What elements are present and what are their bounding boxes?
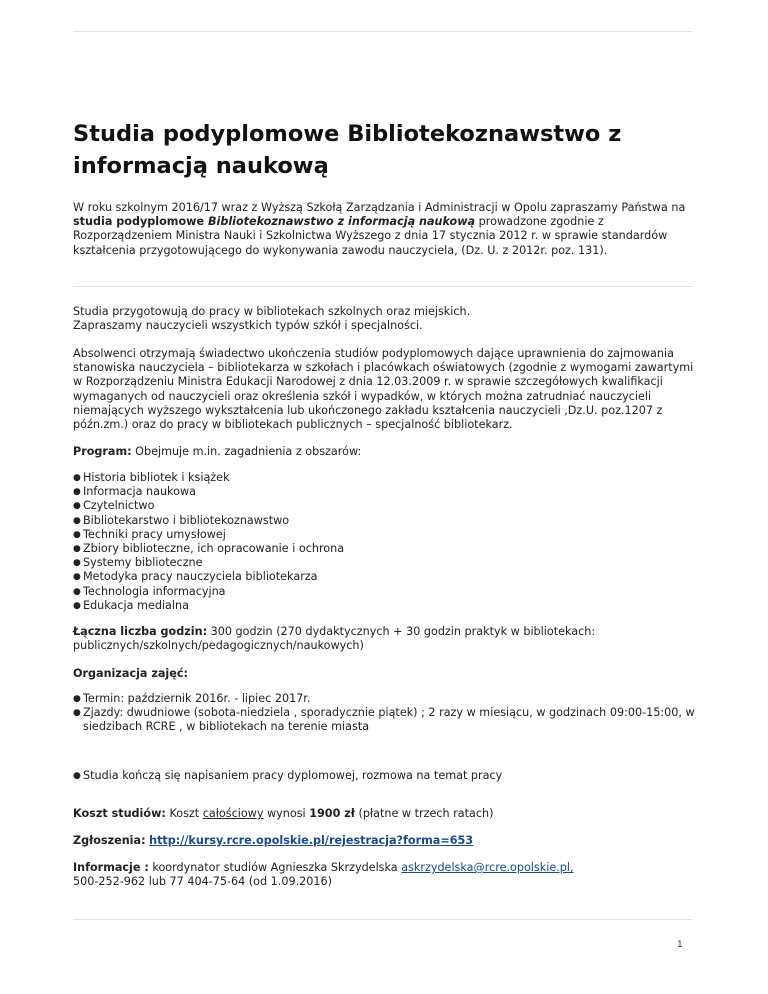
- purpose-line-2: Zapraszamy nauczycieli wszystkich typów szkół i specjalności.: [73, 319, 423, 333]
- info-paragraph: [73, 861, 695, 889]
- bullet-icon: ●: [73, 572, 81, 583]
- cost-amount: 1900 zł: [309, 807, 355, 820]
- list-item: ● Zbiory biblioteczne, ich opracowanie i ochrona: [73, 542, 345, 556]
- intro-bold-italic: Bibliotekoznawstwo z informacją naukową: [207, 215, 476, 229]
- intro-bold: studia podyplomowe: [73, 215, 208, 229]
- intro-text: [73, 201, 695, 258]
- info-label: Informacje :: [73, 861, 149, 874]
- cost-text-a: Koszt: [165, 807, 203, 820]
- program-text: Obejmuje m.in. zagadnienia z obszarów:: [131, 445, 362, 458]
- bullet-icon: ●: [73, 544, 81, 555]
- cost-label: Koszt studiów:: [73, 807, 166, 820]
- list-item: ● Bibliotekarstwo i bibliotekoznawstwo: [73, 513, 290, 527]
- bullet-icon: ●: [73, 558, 81, 569]
- list-item: ● Edukacja medialna: [73, 598, 189, 612]
- purpose-line-1: Studia przygotowują do pracy w bibliotekach szkolnych oraz miejskich.: [73, 305, 471, 318]
- list-item: ● Systemy biblioteczne: [73, 556, 203, 570]
- list-item: ● Zjazdy: dwudniowe (sobota-niedziela , sporadycznie piątek) ; 2 razy w miesiącu, w godzinach 09:00-15:00, w siedzibach RCRE , w bibliotekach na terenie miasta: [73, 706, 695, 734]
- page-number: 1: [677, 940, 683, 950]
- intro-text-b: prowadzone zgodnie z Rozporządzeniem Ministra Nauki i Szkolnictwa Wyższego z dnia 17 stycznia 2012 r. w sprawie standardów kształcenia przygotowującego do wykonywania zawodu nauczyciela, (Dz. U. z 2012r. poz. 131).: [73, 215, 668, 257]
- bullet-icon: ●: [73, 473, 81, 483]
- list-item: ● Termin: październik 2016r. - lipiec 2017r.: [73, 692, 311, 705]
- bullet-icon: ●: [73, 708, 81, 719]
- intro-paragraph: [73, 201, 695, 258]
- bullet-icon: ●: [73, 529, 81, 540]
- bullet-icon: ●: [73, 501, 81, 512]
- list-item: ● Metodyka pracy nauczyciela bibliotekarza: [73, 570, 318, 584]
- cost-text-b: wynosi: [263, 807, 310, 820]
- bottom-divider: [73, 919, 693, 920]
- program-list: [73, 471, 695, 613]
- organization-heading: [73, 667, 695, 681]
- list-item: ● Studia kończą się napisaniem pracy dyplomowej, rozmowa na temat pracy: [73, 769, 503, 782]
- cost-paragraph: [73, 807, 695, 821]
- middle-divider: [73, 286, 693, 287]
- registration-label: Zgłoszenia:: [73, 834, 146, 847]
- study-purpose: [73, 305, 695, 333]
- bullet-icon: ●: [73, 600, 81, 611]
- organization-list: [73, 692, 695, 735]
- program-label: Program:: [73, 445, 132, 458]
- bullet-icon: ●: [73, 771, 81, 781]
- info-phone: 500-252-962 lub 77 404-75-64 (od 1.09.2016): [73, 875, 332, 889]
- organization-label: Organizacja zajęć:: [73, 667, 188, 680]
- registration-paragraph: [73, 834, 695, 848]
- registration-link[interactable]: http://kursy.rcre.opolskie.pl/rejestracja?forma=653: [149, 834, 474, 847]
- list-item: ● Techniki pracy umysłowej: [73, 527, 226, 541]
- list-item: ● Technologia informacyjna: [73, 584, 226, 598]
- graduates-paragraph: [73, 347, 695, 432]
- top-divider: [73, 31, 693, 32]
- bullet-icon: ●: [73, 515, 81, 526]
- list-item: ● Historia bibliotek i książek: [73, 471, 230, 484]
- hours-label: Łączna liczba godzin:: [73, 625, 208, 638]
- hours-paragraph: [73, 625, 695, 653]
- list-item: ● Czytelnictwo: [73, 499, 155, 513]
- email-link[interactable]: askrzydelska@rcre.opolskie.pl,: [401, 861, 574, 874]
- bullet-icon: ●: [73, 694, 81, 704]
- cost-underlined: całościowy: [202, 807, 264, 820]
- program-heading: [73, 445, 695, 459]
- list-item: ● Informacja naukowa: [73, 485, 196, 499]
- cost-text-c: (płatne w trzech ratach): [354, 807, 494, 820]
- page-title: Studia podyplomowe Bibliotekoznawstwo z informacją naukową: [73, 121, 622, 179]
- bullet-icon: ●: [73, 586, 81, 597]
- hours-text: 300 godzin (270 dydaktycznych + 30 godzin praktyk w bibliotekach: publicznych/szkolnych/pedagogicznych/naukowych): [73, 625, 596, 653]
- intro-text-a: W roku szkolnym 2016/17 wraz z Wyższą Szkołą Zarządzania i Administracji w Opolu zapraszamy Państwa na: [73, 201, 686, 214]
- graduates-text: Absolwenci otrzymają świadectwo ukończenia studiów podyplomowych dające uprawnienia do zajmowania stanowiska nauczyciela – bibliotekarza w szkołach i placówkach oświatowych (zgodnie z wymogami zawartymi w Rozporządzeniu Ministra Edukacji Narodowej z dnia 12.03.2009 r. w sprawie szczegółowych kwalifikacji wymaganych od nauczycieli oraz określenia szkół i wypadków, w których można zatrudniać nauczycieli niemających wyższego wykształcenia lub ukończonego zakładu kształcenia nauczycieli ,Dz.U. poz.1207 z późn.zm.) oraz do pracy w bibliotekach publicznych – specjalność bibliotekarz.: [73, 347, 694, 432]
- info-text: koordynator studiów Agnieszka Skrzydelska: [148, 861, 402, 874]
- bullet-icon: ●: [73, 487, 81, 498]
- ending-list: [73, 769, 695, 783]
